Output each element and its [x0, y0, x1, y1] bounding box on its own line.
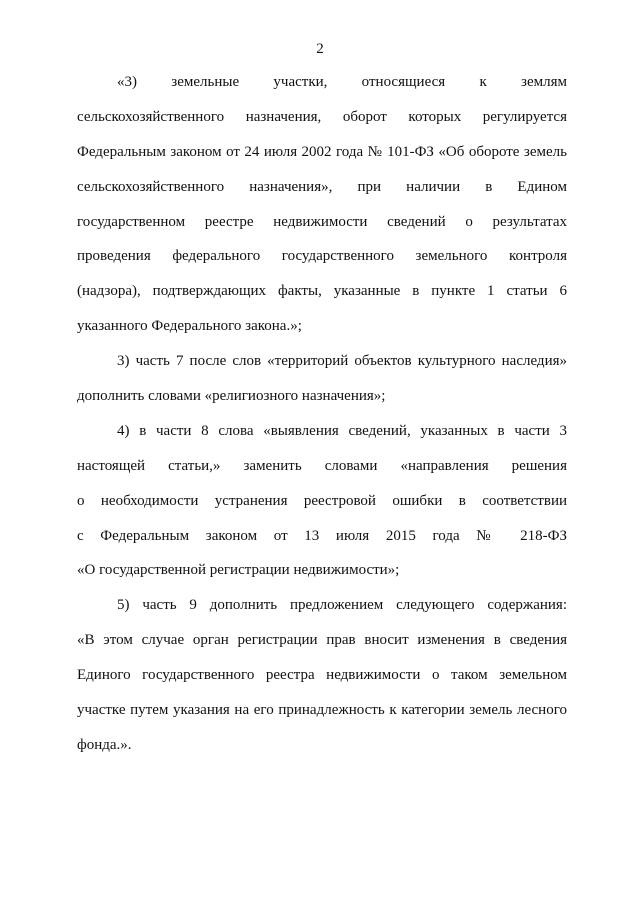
text-line: государственном реестре недвижимости сведений о результатах: [77, 213, 567, 230]
text-line: участке путем указания на его принадлежность к категории земель лесного: [77, 702, 567, 719]
text-line: «3) земельные участки, относящиеся к землям: [117, 74, 567, 90]
text-line: фонда.».: [77, 736, 132, 753]
text-line: дополнить словами «религиозного назначения»;: [77, 388, 386, 405]
text-line: «О государственной регистрации недвижимости»;: [77, 562, 400, 579]
text-line: 3) часть 7 после слов «территорий объектов культурного наследия»: [117, 353, 567, 370]
text-line: «В этом случае орган регистрации прав вносит изменения в сведения: [77, 632, 567, 649]
text-line: настоящей статьи,» заменить словами «направления решения: [77, 457, 567, 474]
text-line: 5) часть 9 дополнить предложением следующего содержания:: [117, 597, 567, 614]
text-line: указанного Федерального закона.»;: [77, 318, 302, 335]
document-body: [77, 74, 567, 772]
text-line: с Федеральным законом от 13 июля 2015 года № 218-ФЗ: [77, 527, 567, 544]
text-line: сельскохозяйственного назначения, оборот которых регулируется: [77, 108, 567, 125]
text-line: (надзора), подтверждающих факты, указанные в пункте 1 статьи 6: [77, 283, 567, 300]
text-line: Единого государственного реестра недвижимости о таком земельном: [77, 667, 567, 684]
text-line: Федеральным законом от 24 июля 2002 года № 101-ФЗ «Об обороте земель: [77, 143, 567, 160]
text-line: проведения федерального государственного земельного контроля: [77, 248, 567, 265]
page-number: 2: [316, 41, 324, 57]
text-line: о необходимости устранения реестровой ошибки в соответствии: [77, 492, 567, 509]
text-line: 4) в части 8 слова «выявления сведений, указанных в части 3: [117, 422, 567, 439]
text-line: сельскохозяйственного назначения», при наличии в Едином: [77, 178, 567, 195]
